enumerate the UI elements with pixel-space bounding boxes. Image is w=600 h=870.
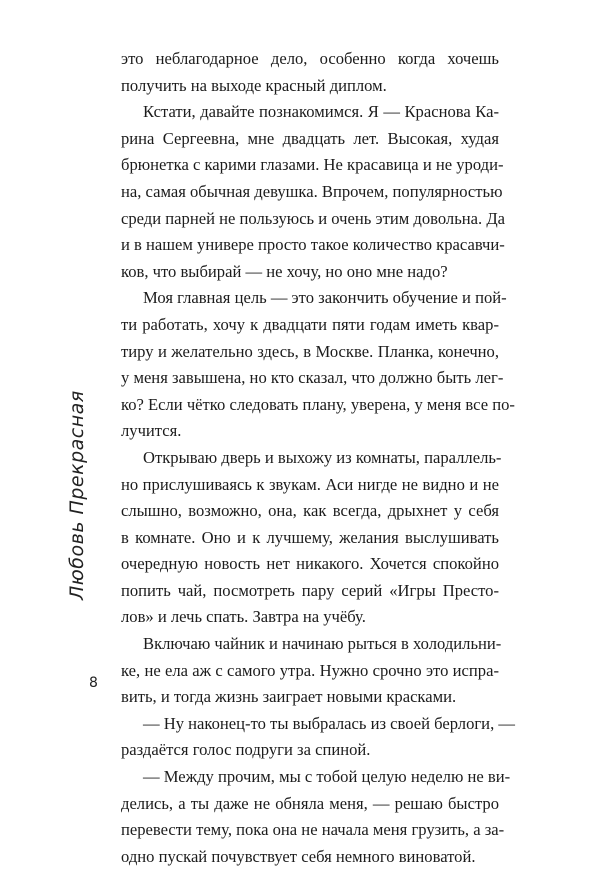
text-line: лучится. bbox=[121, 421, 182, 441]
paragraph bbox=[121, 445, 502, 631]
text-line: Включаю чайник и начинаю рыться в холодильни- bbox=[143, 634, 502, 654]
text-line: ко? Если чётко следовать плану, уверена, у меня все по- bbox=[121, 394, 515, 414]
text-line: у меня завышена, но кто сказал, что должно быть лег- bbox=[121, 368, 504, 388]
body-text bbox=[121, 46, 515, 870]
text-line: одно пускай почувствует себя немного виноватой. bbox=[121, 846, 476, 866]
text-line: брюнетка с карими глазами. Не красавица и не уроди- bbox=[121, 155, 504, 175]
text-line: раздаётся голос подруги за спиной. bbox=[121, 740, 371, 760]
text-line: ке, не ела аж с самого утра. Нужно срочно это испра- bbox=[121, 660, 499, 680]
text-line: очередную новость нет никакого. Хочется спокойно bbox=[121, 554, 499, 574]
paragraph bbox=[121, 764, 511, 870]
text-line: это неблагодарное дело, особенно когда хочешь bbox=[121, 49, 499, 68]
text-line: вить, и тогда жизнь заиграет новыми красками. bbox=[121, 687, 457, 707]
paragraph bbox=[121, 711, 515, 764]
text-line: — Между прочим, мы с тобой целую неделю не ви- bbox=[143, 767, 511, 787]
paragraph bbox=[121, 99, 505, 285]
paragraph bbox=[121, 285, 515, 445]
text-line: Моя главная цель — это закончить обучение и пой- bbox=[143, 288, 507, 308]
text-line: слышно, возможно, она, как всегда, дрыхнет у себя bbox=[121, 501, 499, 521]
text-line: среди парней не пользуюсь и очень этим довольна. Да bbox=[121, 208, 505, 228]
running-head-author: Любовь Прекрасная bbox=[66, 390, 88, 600]
text-line: тиру и желательно здесь, в Москве. Планка, конечно, bbox=[121, 341, 499, 361]
text-line: делись, а ты даже не обняла меня, — решаю быстро bbox=[121, 793, 499, 813]
text-line: лов» и лечь спать. Завтра на учёбу. bbox=[121, 607, 366, 627]
text-line: и в нашем универе просто такое количество красавчи- bbox=[121, 235, 505, 255]
text-line: на, самая обычная девушка. Впрочем, популярностью bbox=[121, 181, 503, 201]
text-line: в комнате. Оно и к лучшему, желания выслушивать bbox=[121, 527, 499, 547]
paragraph bbox=[121, 631, 502, 711]
text-line: ти работать, хочу к двадцати пяти годам иметь квар- bbox=[121, 314, 499, 334]
text-line: рина Сергеевна, мне двадцать лет. Высокая, худая bbox=[121, 128, 499, 148]
text-line: — Ну наконец-то ты выбралась из своей берлоги, — bbox=[143, 713, 515, 733]
text-line: ков, что выбирай — не хочу, но оно мне надо? bbox=[121, 261, 448, 281]
text-line: Кстати, давайте познакомимся. Я — Краснова Ка- bbox=[143, 102, 499, 122]
text-line: перевести тему, пока она не начала меня грузить, а за- bbox=[121, 820, 505, 840]
text-line: получить на выходе красный диплом. bbox=[121, 75, 387, 95]
paragraph bbox=[121, 46, 499, 99]
text-line: Открываю дверь и выхожу из комнаты, параллель- bbox=[143, 447, 502, 467]
page-number: 8 bbox=[89, 675, 98, 691]
text-line: но прислушиваясь к звукам. Аси нигде не видно и не bbox=[121, 474, 499, 494]
text-line: попить чай, посмотреть пару серий «Игры Престо- bbox=[121, 580, 499, 600]
